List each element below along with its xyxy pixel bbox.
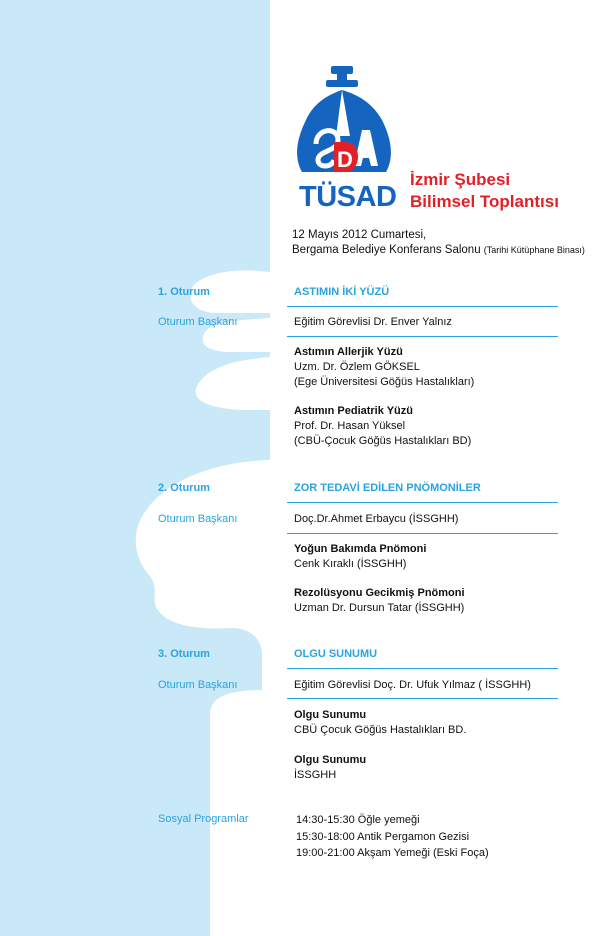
chair-label: Oturum Başkanı bbox=[158, 316, 238, 328]
session-label: 3. Oturum bbox=[158, 648, 210, 660]
talk-item bbox=[294, 586, 465, 616]
social-program-list bbox=[296, 812, 489, 862]
talk-speaker: Uzman Dr. Dursun Tatar (İSSGHH) bbox=[294, 602, 465, 614]
social-label: Sosyal Programlar bbox=[158, 813, 249, 825]
social-activity: Öğle yemeği bbox=[357, 814, 420, 826]
divider bbox=[287, 306, 558, 307]
talk-speaker: CBÜ Çocuk Göğüs Hastalıkları BD. bbox=[294, 724, 467, 736]
talk-affiliation: (CBÜ-Çocuk Göğüs Hastalıkları BD) bbox=[294, 435, 472, 447]
session-title: ASTIMIN İKİ YÜZÜ bbox=[294, 286, 390, 298]
session-chair: Doç.Dr.Ahmet Erbaycu (İSSGHH) bbox=[294, 513, 459, 525]
session-title: ZOR TEDAVİ EDİLEN PNÖMONİLER bbox=[294, 482, 481, 494]
meeting-title bbox=[410, 169, 559, 213]
talk-title: Olgu Sunumu bbox=[294, 709, 367, 721]
social-time: 19:00-21:00 bbox=[296, 847, 355, 859]
talk-title: Olgu Sunumu bbox=[294, 754, 367, 766]
session-title: OLGU SUNUMU bbox=[294, 648, 378, 660]
talk-speaker: İSSGHH bbox=[294, 769, 337, 781]
talk-title: Astımın Allerjik Yüzü bbox=[294, 346, 403, 358]
talk-title: Yoğun Bakımda Pnömoni bbox=[294, 543, 427, 555]
session-chair: Eğitim Görevlisi Doç. Dr. Ufuk Yılmaz ( İSSGHH) bbox=[294, 679, 531, 691]
event-date: 12 Mayıs 2012 Cumartesi, bbox=[292, 229, 427, 241]
divider bbox=[287, 698, 558, 699]
social-item bbox=[296, 812, 489, 829]
talk-speaker: Uzm. Dr. Özlem GÖKSEL bbox=[294, 361, 420, 373]
divider bbox=[287, 336, 558, 337]
brand-name: TÜSAD bbox=[299, 181, 397, 213]
divider bbox=[287, 668, 558, 669]
talk-item bbox=[294, 345, 474, 390]
social-time: 14:30-15:30 bbox=[296, 814, 355, 826]
chair-label: Oturum Başkanı bbox=[158, 679, 238, 691]
session-label: 2. Oturum bbox=[158, 482, 210, 494]
event-venue-note: (Tarihi Kütüphane Binası) bbox=[483, 245, 585, 255]
social-time: 15:30-18:00 bbox=[296, 830, 355, 843]
social-activity: Akşam Yemeği (Eski Foça) bbox=[357, 847, 489, 859]
talk-speaker: Cenk Kıraklı (İSSGHH) bbox=[294, 558, 407, 570]
social-activity: Antik Pergamon Gezisi bbox=[357, 830, 470, 843]
talk-speaker: Prof. Dr. Hasan Yüksel bbox=[294, 420, 406, 432]
talk-item bbox=[294, 708, 466, 738]
divider bbox=[287, 502, 558, 503]
event-venue: Bergama Belediye Konferans Salonu bbox=[292, 244, 481, 256]
social-item bbox=[296, 845, 489, 862]
social-item bbox=[296, 829, 489, 846]
session-label: 1. Oturum bbox=[158, 286, 210, 298]
talk-title: Rezolüsyonu Gecikmiş Pnömoni bbox=[294, 587, 465, 599]
chair-label: Oturum Başkanı bbox=[158, 513, 238, 525]
session-chair: Eğitim Görevlisi Dr. Enver Yalnız bbox=[294, 316, 452, 328]
talk-item bbox=[294, 753, 366, 783]
title-line-1: İzmir Şubesi bbox=[410, 170, 511, 189]
logo-letter: D bbox=[337, 147, 353, 172]
talk-item bbox=[294, 404, 471, 449]
divider bbox=[287, 533, 558, 534]
talk-title: Astımın Pediatrik Yüzü bbox=[294, 405, 413, 417]
talk-item bbox=[294, 542, 426, 572]
title-line-2: Bilimsel Toplantısı bbox=[410, 192, 559, 211]
event-info bbox=[292, 228, 585, 258]
talk-affiliation: (Ege Üniversitesi Göğüs Hastalıkları) bbox=[294, 376, 475, 388]
